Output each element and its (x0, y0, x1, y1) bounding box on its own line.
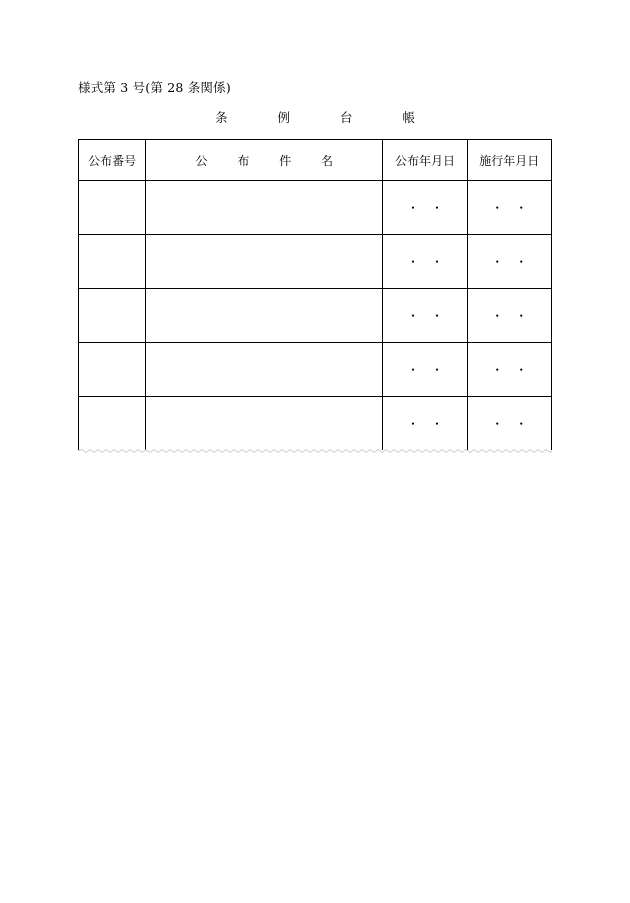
header-effective-date: 施行年月日 (467, 140, 551, 181)
cell-effective-date[interactable]: ・ ・ (467, 235, 551, 289)
cell-publication-date[interactable]: ・ ・ (383, 181, 467, 235)
table-row (79, 235, 552, 289)
ledger-table (78, 139, 552, 450)
cell-publication-title[interactable] (146, 343, 383, 397)
cell-publication-number[interactable] (79, 235, 146, 289)
table-row (79, 343, 552, 397)
cell-effective-date[interactable]: ・ ・ (467, 343, 551, 397)
cell-publication-number[interactable] (79, 181, 146, 235)
title-char: 台 (339, 110, 353, 125)
cell-publication-number[interactable] (79, 289, 146, 343)
cell-publication-title[interactable] (146, 235, 383, 289)
header-publication-date: 公布年月日 (383, 140, 467, 181)
cell-publication-number[interactable] (79, 397, 146, 451)
header-title-char: 布 (237, 153, 250, 168)
ledger-table-wrapper (78, 139, 552, 451)
torn-edge-divider (78, 447, 552, 455)
header-title-char: 件 (279, 153, 292, 168)
header-row (79, 140, 552, 181)
cell-publication-date[interactable]: ・ ・ (383, 235, 467, 289)
title-char: 例 (277, 110, 290, 125)
cell-effective-date[interactable]: ・ ・ (467, 289, 551, 343)
title-char: 条 (214, 110, 228, 125)
cell-publication-date[interactable]: ・ ・ (383, 343, 467, 397)
header-title-char: 公 (195, 153, 208, 168)
header-publication-number: 公布番号 (79, 140, 146, 181)
table-row (79, 289, 552, 343)
cell-effective-date[interactable]: ・ ・ (467, 181, 551, 235)
table-row (79, 181, 552, 235)
cell-effective-date[interactable]: ・ ・ (467, 397, 551, 451)
header-publication-title (146, 140, 383, 181)
document-title (78, 108, 552, 126)
cell-publication-title[interactable] (146, 289, 383, 343)
cell-publication-date[interactable]: ・ ・ (383, 397, 467, 451)
cell-publication-title[interactable] (146, 397, 383, 451)
cell-publication-date[interactable]: ・ ・ (383, 289, 467, 343)
cell-publication-title[interactable] (146, 181, 383, 235)
cell-publication-number[interactable] (79, 343, 146, 397)
form-number: 様式第 3 号(第 28 条関係) (78, 80, 231, 95)
title-char: 帳 (402, 110, 415, 125)
table-row (79, 397, 552, 451)
header-title-char: 名 (321, 153, 334, 168)
